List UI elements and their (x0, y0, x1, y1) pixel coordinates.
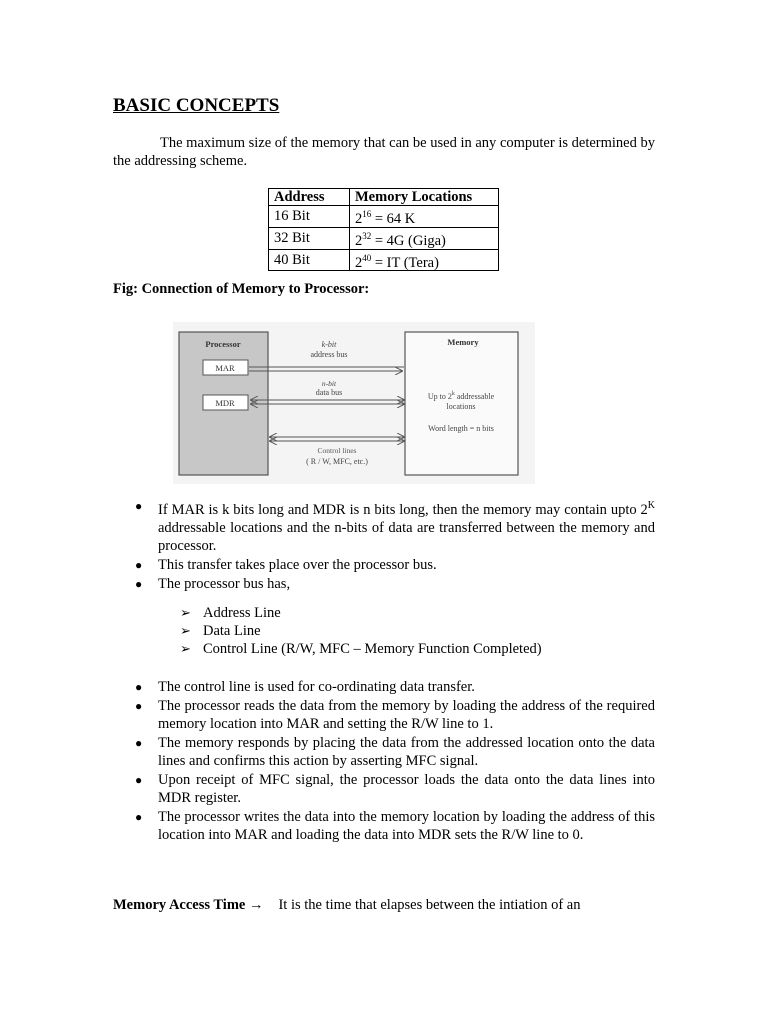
bullet-list-bottom (113, 678, 655, 845)
sub-list-item-text: Address Line (203, 605, 281, 621)
addressable-prefix: Up to 2 (427, 392, 452, 401)
address-bus-label-1: k-bit (321, 340, 337, 349)
table-cell-address: 16 Bit (269, 206, 350, 228)
sub-list-item-text: Control Line (R/W, MFC – Memory Function Completed) (203, 641, 542, 657)
bullet-dot-icon: ● (135, 499, 143, 513)
addressable-exponent: k (451, 391, 455, 397)
list-item-text: The processor reads the data from the memory by loading the address of the required memory location into MAR and setting the R/W line to 1. (158, 698, 655, 732)
locations-text: locations (446, 402, 476, 411)
table-cell-locations (350, 227, 499, 249)
arrowhead-bullet-icon: ➢ (180, 605, 191, 620)
table-row (269, 227, 499, 249)
power-result: = IT (Tera) (371, 254, 439, 271)
power-result: = 64 K (371, 210, 416, 227)
list-item (113, 556, 655, 574)
arrowhead-bullet-icon: ➢ (180, 641, 191, 656)
table-cell-locations (350, 206, 499, 228)
table-row (269, 249, 499, 271)
word-length-text: Word length = n bits (428, 424, 494, 433)
list-item-text: This transfer takes place over the processor bus. (158, 556, 437, 573)
power-exponent: 16 (362, 209, 372, 219)
address-memory-table (268, 188, 499, 271)
table-header-address: Address (269, 189, 350, 206)
power-base: 2 (355, 232, 363, 249)
table-cell-address: 32 Bit (269, 227, 350, 249)
bullet-dot-icon: ● (135, 773, 143, 787)
power-base: 2 (355, 210, 363, 227)
bullet-dot-icon: ● (135, 557, 143, 572)
table-row (269, 206, 499, 228)
list-item-text: The memory responds by placing the data from the addressed location onto the data lines and confirms this action by asserting MFC signal. (158, 735, 655, 769)
processor-bus-sublist (180, 604, 542, 658)
list-item-text: Upon receipt of MFC signal, the processor loads the data onto the data lines into MDR register. (158, 772, 655, 806)
bullet-dot-icon: ● (135, 736, 143, 750)
data-bus-label-1: n-bit (321, 379, 337, 388)
table-header-memory-locations: Memory Locations (350, 189, 499, 206)
list-item (113, 678, 655, 696)
bullet-dot-icon: ● (135, 576, 143, 591)
power-exponent: 32 (362, 230, 372, 241)
list-item-text: The processor writes the data into the memory location by loading the address of this location into MAR and loading the data into MDR sets the R/W line to 0. (158, 809, 655, 843)
power-exponent: 40 (362, 252, 372, 263)
bullet-dot-icon: ● (135, 810, 143, 824)
memory-access-time (113, 897, 580, 914)
arrowhead-bullet-icon: ➢ (180, 623, 191, 638)
page-title: BASIC CONCEPTS (113, 95, 280, 116)
figure-caption: Fig: Connection of Memory to Processor: (113, 281, 370, 297)
diagram-svg (173, 322, 535, 484)
power-base: 2 (355, 254, 363, 271)
power-result: = 4G (Giga) (371, 232, 446, 249)
access-definition: It is the time that elapses between the intiation of an (278, 897, 581, 913)
bullet-dot-icon: ● (135, 699, 143, 713)
list-item (113, 734, 655, 770)
list-item (113, 808, 655, 844)
list-item-text: The control line is used for co-ordinating data transfer. (158, 679, 475, 695)
processor-label: Processor (205, 339, 241, 349)
data-bus-label-2: data bus (315, 388, 343, 397)
intro-paragraph: The maximum size of the memory that can be used in any computer is determined by the addressing scheme. (113, 135, 655, 169)
addressable-text (428, 391, 495, 401)
list-item (113, 575, 655, 593)
list-item-exponent: K (647, 500, 655, 511)
sub-list-item-text: Data Line (203, 623, 261, 639)
list-item (113, 697, 655, 733)
access-term: Memory Access Time → (113, 897, 264, 913)
control-lines-label: Control lines (317, 446, 357, 455)
table-cell-address: 40 Bit (269, 249, 350, 271)
memory-processor-diagram (173, 322, 535, 484)
sub-list-item (180, 640, 542, 658)
addressable-suffix: addressable (454, 392, 495, 401)
mar-label: MAR (215, 363, 235, 373)
sub-list-item (180, 604, 542, 622)
mdr-label: MDR (215, 398, 235, 408)
memory-label: Memory (447, 337, 479, 347)
table-cell-locations (350, 249, 499, 271)
list-item-text: The processor bus has, (158, 575, 291, 592)
bullet-list-top (113, 497, 655, 594)
sub-list-item (180, 622, 542, 640)
bullet-dot-icon: ● (135, 680, 143, 694)
list-item-text-cont: addressable locations and the n-bits of data are transferred between the memory and processor. (158, 519, 655, 554)
list-item-text: If MAR is k bits long and MDR is n bits long, then the memory may contain upto 2 (158, 501, 648, 518)
list-item (113, 497, 655, 555)
list-item (113, 771, 655, 807)
table-header-row (269, 189, 499, 206)
address-bus-label-2: address bus (310, 350, 348, 359)
control-signals-label: ( R / W, MFC, etc.) (306, 457, 368, 466)
